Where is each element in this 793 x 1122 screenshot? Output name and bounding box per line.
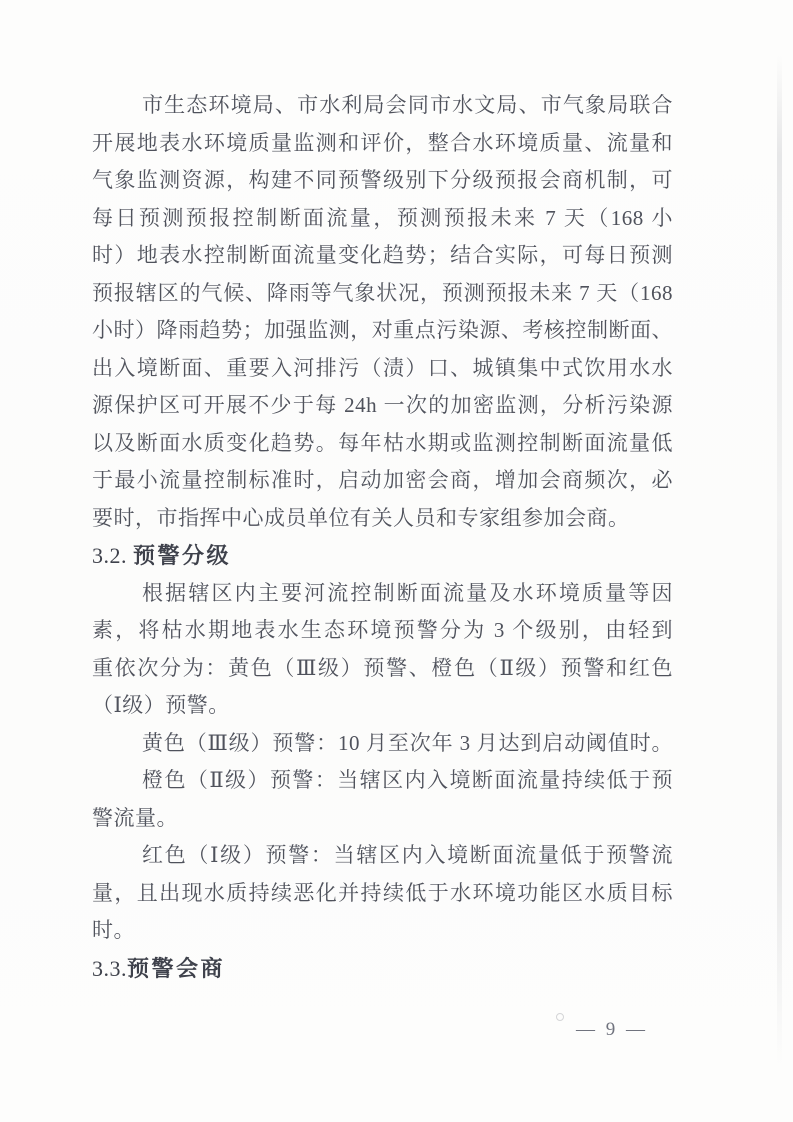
text-line: 于最小流量控制标准时，启动加密会商，增加会商频次，必 xyxy=(92,468,673,492)
heading-title: 预警会商 xyxy=(127,955,226,981)
text-line: （Ⅰ级）预警。 xyxy=(92,693,230,717)
heading-number: 3.2. xyxy=(92,543,133,568)
text-line: 以及断面水质变化趋势。每年枯水期或监测控制断面流量低 xyxy=(92,430,673,455)
text-line: 出入境断面、重要入河排污（渍）口、城镇集中式饮用水水 xyxy=(92,355,673,380)
text-line: 红色（Ⅰ级）预警：当辖区内入境断面流量低于预警流 xyxy=(142,843,673,867)
text-line: 黄色（Ⅲ级）预警：10 月至次年 3 月达到启动阈值时。 xyxy=(142,730,673,755)
document-body xyxy=(92,87,673,987)
text-line: 预报辖区的气候、降雨等气象状况，预测预报未来 7 天（168 xyxy=(92,280,673,305)
text-line: 源保护区可开展不少于每 24h 一次的加密监测，分析污染源 xyxy=(92,393,673,417)
heading-number: 3.3. xyxy=(92,955,127,981)
text-line: 小时）降雨趋势；加强监测，对重点污染源、考核控制断面、 xyxy=(92,318,673,342)
text-line: 根据辖区内主要河流控制断面流量及水环境质量等因 xyxy=(142,580,673,605)
scan-edge-artifact xyxy=(777,55,782,1065)
section-heading xyxy=(92,537,673,575)
text-line: 时）地表水控制断面流量变化趋势；结合实际，可每日预测 xyxy=(92,243,673,267)
text-line: 每日预测预报控制断面流量，预测预报未来 7 天（168 小 xyxy=(92,205,673,230)
text-line: 素，将枯水期地表水生态环境预警分为 3 个级别，由轻到 xyxy=(92,618,673,642)
text-line: 气象监测资源，构建不同预警级别下分级预报会商机制，可 xyxy=(92,168,673,192)
section-heading xyxy=(92,950,673,988)
text-line: 市生态环境局、市水利局会同市水文局、市气象局联合 xyxy=(142,93,673,117)
scan-speck-artifact xyxy=(556,1013,564,1021)
heading-title: 预警分级 xyxy=(133,543,232,568)
page-number: — 9 — xyxy=(576,1019,648,1040)
text-line: 开展地表水环境质量监测和评价，整合水环境质量、流量和 xyxy=(92,130,673,155)
text-line: 量，且出现水质持续恶化并持续低于水环境功能区水质目标 xyxy=(92,880,673,905)
text-line: 时。 xyxy=(92,918,135,942)
text-line: 要时，市指挥中心成员单位有关人员和专家组参加会商。 xyxy=(92,505,630,530)
text-line: 重依次分为：黄色（Ⅲ级）预警、橙色（Ⅱ级）预警和红色 xyxy=(92,655,673,680)
text-line: 警流量。 xyxy=(92,805,178,830)
text-line: 橙色（Ⅱ级）预警：当辖区内入境断面流量持续低于预 xyxy=(142,768,673,792)
